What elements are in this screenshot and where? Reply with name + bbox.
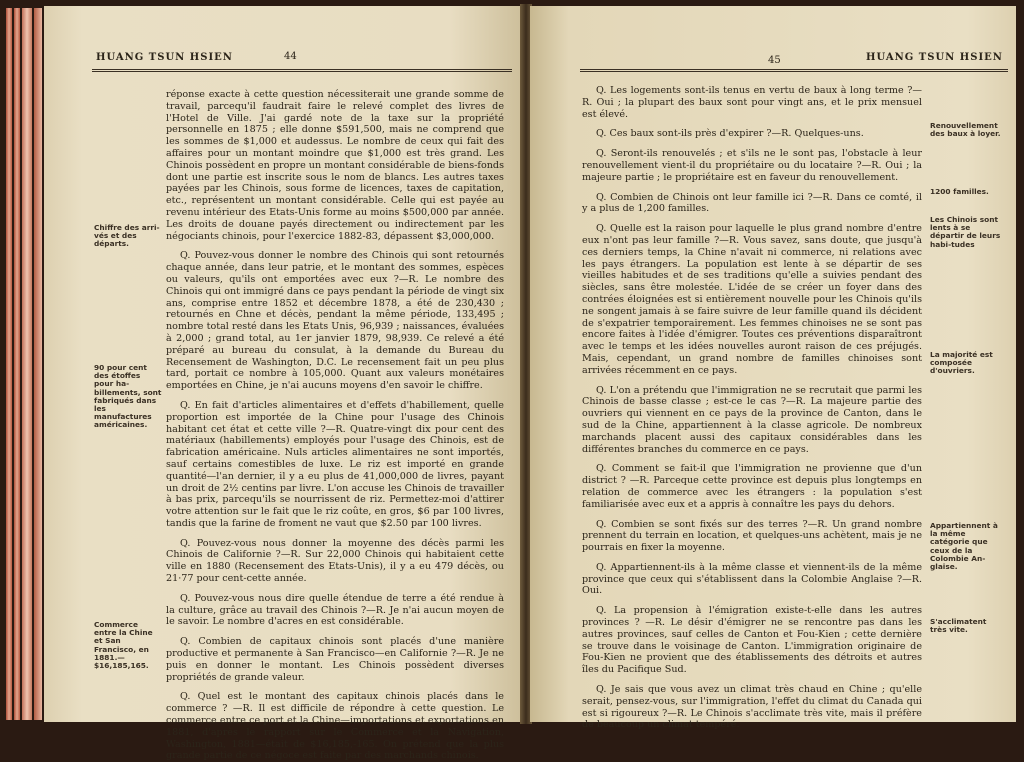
paragraph: Q. Pouvez-vous nous dire quelle étendue de terre a été rendue à la culture, grâce au travail des Chinois ?—R. Je n'ai aucun moyen de le savoir. Le nombre d'acres en est considérable.: [166, 592, 504, 628]
paragraph: Q. En fait d'articles alimentaires et d'effets d'habillement, quelle proportion est importée de la Chine pour l'usage des Chinois habitant cet état et cette ville ?—R. Quatre-vingt dix pour cent des matériaux (habillements) employés pour l'usage des Chinois, est de fabrication américaine. Nuls articles alimentaires ne sont importés, sauf certains comestibles de luxe. Le riz est importé en grande quantité—l'an dernier, il y a eu plus de 41,000,000 de livres, payant un droit de 2½ centins par livre. L'on accuse les Chinois de travailler à bas prix, parcequ'ils se nourrissent de riz. Permettez-moi d'attirer votre attention sur le fait que le riz coûte, en gros, $6 par 100 livres, tandis que la farine de froment ne vaut que $2.50 par 100 livres.: [166, 399, 504, 529]
paragraph: réponse exacte à cette question nécessiterait une grande somme de travail, parcequ'il faudrait faire le relevé complet des livres de l'Hotel de Ville. J'ai gardé note de la taxe sur la propriété personnelle en 1875 ; elle donne $591,500, mais ne comprend que les sommes de $1,000 et audessus. Le nombre de ceux qui fait des affaires pour un montant moindre que $1,000 est très grand. Les Chinois possèdent en propre un montant considérable de biens-fonds dont une partie est inscrite sous le nom de blancs. Les autres taxes payées par les Chinois, sous forme de licences, taxes de capitation, etc., représentent un montant considérable. Celle qui est payée au revenu intérieur des Etats-Unis forme au moins $500,000 par année. Les droits de douane payés directement ou indirectement par les négociants chinois, pour l'exercice 1882-83, dépassent $3,000,000.: [166, 89, 504, 242]
page-edges: [6, 8, 12, 720]
running-head-right: HUANG TSUN HSIEN: [866, 52, 1003, 63]
paragraph: Q. Ces baux sont-ils près d'expirer ?—R. Quelques-uns.: [596, 128, 864, 140]
margin-note: Commerce entre la Chine et San Francisco, en 1881.—$16,185,165.: [94, 620, 153, 671]
header-rule-right: [580, 69, 1008, 72]
paragraph: Q. Combien de capitaux chinois sont placés d'une manière productive et permanente à San Francisco—en Californie ?—R. Je ne puis en donner le montant. Les Chinois possèdent diverses propriétés de grande valeur.: [166, 636, 504, 683]
margin-note: S'acclimatent très vite.: [930, 617, 987, 635]
paragraph: Q. Quelle est la raison pour laquelle le plus grand nombre d'entre eux n'ont pas leur famille ?—R. Vous savez, sans doute, que jusqu'à ces derniers temps, la Chine n'avait ni commerce, ni relations avec les pays étrangers. La population est lente à se départir de ses vieilles habitudes et de ses traditions qu'elle a suivies pendant des siècles, sans être molestée. L'idée de se créer un foyer dans des contrées éloignées est si entièrement nouvelle pour les Chinois qu'ils ne songent jamais à se faire suivre de leur famille quand ils décident de s'expatrier temporairement. Les femmes chinoises ne se sont pas encore faites à l'idée d'émigrer. Toutes ces préventions disparaîtront avec le temps et les idées nouvelles auront raison de ces préjugés. Mais, cependant, un grand nombre de familles chinoises sont arrivées récemment en ce pays.: [582, 223, 922, 376]
header-rule-left: [92, 69, 512, 72]
running-head-left: HUANG TSUN HSIEN: [96, 52, 233, 63]
page-number-left: 44: [284, 51, 297, 62]
left-page: [44, 6, 522, 762]
page-edges: [22, 8, 32, 720]
right-page: [530, 6, 1016, 731]
left-body-text: [166, 89, 504, 762]
margin-note: 1200 familles.: [930, 187, 989, 196]
paragraph: Q. Appartiennent-ils à la même classe et viennent-ils de la même province que ceux qui s'établissent dans la Colombie Anglaise ?—R. Oui.: [582, 561, 922, 597]
paragraph: Q. Pouvez-vous nous donner la moyenne des décès parmi les Chinois de Californie ?—R. Sur 22,000 Chinois qui habitaient cette ville en 1880 (Recensement des Etats-Unis), il y a eu 479 décès, ou 21·77 pour cent-cette année.: [166, 537, 504, 585]
paragraph: Q. Quel est le montant des capitaux chinois placés dans le commerce ? —R. Il est difficile de répondre à cette question. Le commerce entre ce port et la Chine—importations et exportations en 1881, d'après le rapport sur le Commerce et la Navigation, Washington, 1881—était de $16,185,-165. On prétend que la plus grande partie de ce négoce est faite par des marchands chinois.: [166, 691, 504, 762]
page-edges: [14, 8, 20, 720]
paragraph: Q. Combien se sont fixés sur des terres ?—R. Un grand nombre prennent du terrain en location, et quelques-uns achètent, mais je ne pourrais en fixer la moyenne.: [582, 518, 922, 554]
paragraph: Q. Je sais que vous avez un climat très chaud en Chine ; qu'elle serait, pensez-vous, sur l'immigration, l'effet du climat du Canada qui est si rigoureux ?—R. Le Chinois s'acclimate très vite, mais il préfère de beaucoup un climat tempéré.: [582, 684, 922, 731]
paragraph: Q. Combien de Chinois ont leur famille ici ?—R. Dans ce comté, il y a plus de 1,200 familles.: [582, 191, 922, 215]
paragraph: Q. Seront-ils renouvelés ; et s'ils ne le sont pas, l'obstacle à leur renouvellement vient-il du propriétaire ou du locataire ?—R. Oui ; la majeure partie ; le propriétaire est en faveur du renouvellement.: [582, 148, 922, 183]
right-body-text: [582, 85, 922, 731]
page-edges: [34, 8, 42, 720]
margin-note: Appartiennent à la même catégorie que ceux de la Colombie An-glaise.: [930, 521, 998, 572]
page-number-right: 45: [768, 55, 781, 66]
margin-note: Les Chinois sont lents à se départir de leurs habi-tudes: [930, 215, 1001, 249]
margin-note: Chiffre des arri-vés et des départs.: [94, 223, 160, 249]
margin-note: Renouvellement des baux à loyer.: [930, 121, 1001, 139]
margin-note: 90 pour cent des étoffes pour ha-billements, sont fabriqués dans les manufactures américaines.: [94, 363, 162, 430]
paragraph: Q. Pouvez-vous donner le nombre des Chinois qui sont retournés chaque année, dans leur patrie, et le montant des sommes, espèces ou valeurs, qu'ils ont emportées avec eux ?—R. Le nombre des Chinois qui ont immigré dans ce pays pendant la période de vingt six ans, comprise entre 1852 et décembre 1878, a été de 230,430 ; retournés en Chne et décès, pendant la même période, 133,495 ; nombre total resté dans les Etats Unis, 96,939 ; naissances, évaluées à 2,000 ; grand total, au 1er janvier 1879, 98,939. Ce relevé a été préparé au bureau du consulat, à la demande du Bureau du Recensement de Washington, D.C. Le recensement fait un peu plus tard, portait ce nombre à 105,000. Quant aux valeurs monétaires emportées en Chine, je n'ai aucuns moyens d'en savoir le chiffre.: [166, 250, 504, 392]
paragraph: Q. Comment se fait-il que l'immigration ne provienne que d'un district ? —R. Parceque cette province est depuis plus longtemps en relation de commerce avec les étrangers : la population s'est familiarisée avec eux et a appris à connaître les pays du dehors.: [582, 463, 922, 510]
paragraph: Q. L'on a prétendu que l'immigration ne se recrutait que parmi les Chinois de basse classe ; est-ce le cas ?—R. La majeure partie des ouvriers qui viennent en ce pays de la province de Canton, dans le sud de la Chine, appartiennent à la classe agricole. De nombreux marchands placent aussi des capitaux considérables dans les différentes branches du commerce en ce pays.: [582, 384, 922, 455]
paragraph: Q. La propension à l'émigration existe-t-elle dans les autres provinces ? —R. Le désir d'émigrer ne se rencontre pas dans les autres provinces, sauf celles de Canton et Fou-Kien ; cette dernière se trouve dans le voisinage de Canton. L'immigration originaire de Fou-Kien ne provient que des établissements des détroits et autres îles du Pacifique Sud.: [582, 605, 922, 676]
paragraph: Q. Les logements sont-ils tenus en vertu de baux à long terme ?— R. Oui ; la plupart des baux sont pour vingt ans, et le prix mensuel est élevé.: [582, 85, 922, 120]
margin-note: La majorité est composée d'ouvriers.: [930, 350, 993, 376]
